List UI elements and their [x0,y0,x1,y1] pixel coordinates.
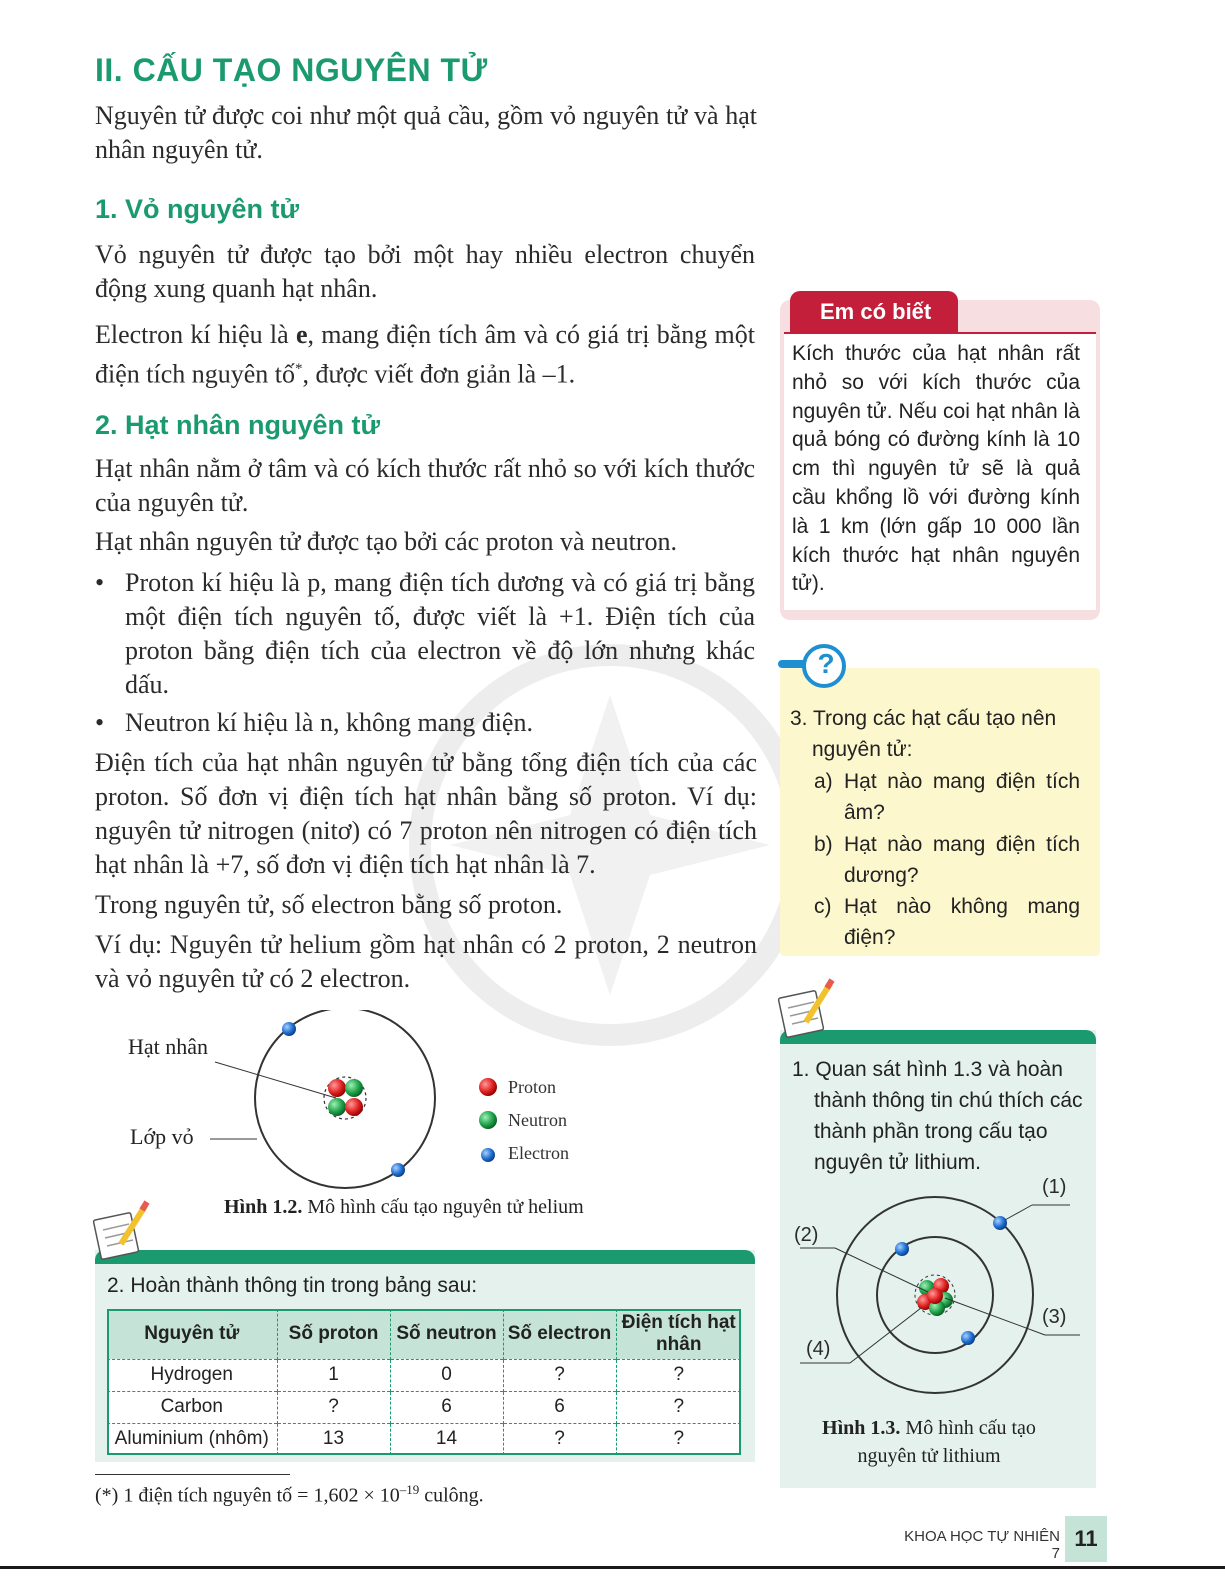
activity-2-title: 2. Hoàn thành thông tin trong bảng sau: [107,1274,478,1297]
figure-1-2-caption: Hình 1.2. Mô hình cấu tạo nguyên tử helium [224,1196,584,1218]
legend-electron-icon [481,1148,495,1162]
table-cell: ? [503,1359,616,1391]
intro-paragraph: Nguyên tử được coi như một quả cầu, gồm vỏ nguyên tử và hạt nhân nguyên tử. [95,101,757,164]
legend-proton-icon [479,1078,497,1096]
question-stem: 3. Trong các hạt cấu tạo nên nguyên tử: [790,707,1057,761]
neutron-particle [345,1079,363,1097]
section-title: II. CẤU TẠO NGUYÊN TỬ [95,52,488,88]
label-1-pointer [1005,1205,1032,1220]
bottom-rule [0,1566,1225,1569]
proton-particle [328,1079,346,1097]
nucleus-paragraph-4: Trong nguyên tử, số electron bằng số proton. [95,890,563,919]
nucleus-pointer [215,1062,336,1098]
electron-particle [895,1242,909,1256]
legend-neutron: Neutron [508,1110,567,1130]
table-cell: 6 [503,1391,616,1423]
electron-particle [391,1163,405,1177]
proton-particle [345,1098,363,1116]
footnote-rule [95,1474,290,1475]
header-proton: Số proton [277,1309,390,1359]
table-border [107,1309,741,1455]
did-you-know-text: Kích thước của hạt nhân rất nhỏ so với kích thước của nguyên tử. Nếu coi hạt nhân là quả bóng có đường kính là 10 cm thì nguyên tử sẽ là quả cầu khổng lồ với đường kính là 1 km (lớn gấp 10 000 lần kích thước hạt nhân nguyên tử). [792,342,1080,596]
shell-paragraph-1: Vỏ nguyên tử được tạo bởi một hay nhiều electron chuyển động xung quanh hạt nhân. [95,240,755,303]
table-cell: 6 [390,1391,503,1423]
label-shell: Lớp vỏ [130,1124,194,1149]
legend-neutron-icon [479,1111,497,1129]
nucleus-charge-paragraph: Điện tích của hạt nhân nguyên tử bằng tổng điện tích của các proton. Số đơn vị điện tích hạt nhân bằng số proton. Ví dụ: nguyên tử nitrogen (nitơ) có 7 proton nên nitrogen có điện tích hạt nhân là +7, số đơn vị điện tích hạt nhân là 7. [95,748,757,879]
table-cell: ? [616,1359,741,1391]
header-nuclear-charge: Điện tích hạt nhân [616,1309,741,1359]
table-cell: 13 [277,1423,390,1455]
question-b: Hạt nào mang điện tích dương? [844,833,1080,887]
neutron-bullet: Neutron kí hiệu là n, không mang điện. [125,708,533,737]
electron-particle [282,1022,296,1036]
nucleus-paragraph-2: Hạt nhân nguyên tử được tạo bởi các proton và neutron. [95,527,678,556]
table-cell: 0 [390,1359,503,1391]
neutron-particle [328,1098,346,1116]
lithium-label-1: (1) [1042,1176,1067,1198]
lithium-diagram [795,1180,1085,1400]
activity-1-text: 1. Quan sát hình 1.3 và hoàn thành thông tin chú thích các thành phần trong cấu tạo nguyên tử lithium. [792,1058,1083,1174]
header-atom: Nguyên tử [107,1309,277,1359]
table-cell: ? [503,1423,616,1455]
header-electron: Số electron [503,1309,616,1359]
question-a-label: a) [814,770,833,793]
shell-paragraph-2: Electron kí hiệu là e, mang điện tích âm và có giá trị bằng một điện tích nguyên tố*, được viết đơn giản là –1. [95,320,755,389]
nucleus-heading: 2. Hạt nhân nguyên tử [95,410,381,440]
bullet-dot: • [95,568,105,597]
table-cell: ? [277,1391,390,1423]
notepad-pencil-icon [91,1200,153,1262]
did-you-know-title: Em có biết [790,291,958,333]
bullet-dot: • [95,708,105,737]
question-c: Hạt nào không mang điện? [844,895,1080,949]
proton-particle [927,1288,943,1304]
electron-particle [961,1331,975,1345]
question-c-label: c) [814,895,832,918]
table-cell: 14 [390,1423,503,1455]
table-cell: ? [616,1391,741,1423]
question-mark: ? [817,648,835,679]
notepad-pencil-icon [776,978,838,1040]
header-neutron: Số neutron [390,1309,503,1359]
lithium-label-3: (3) [1042,1306,1067,1328]
proton-bullet: Proton kí hiệu là p, mang điện tích dương và có giá trị bằng một điện tích nguyên tố, được viết là +1. Điện tích của proton bằng điện tích của electron về độ lớn nhưng khác dấu. [125,568,755,699]
table-cell: ? [616,1423,741,1455]
shell-heading: 1. Vỏ nguyên tử [95,194,300,224]
legend-electron: Electron [508,1143,569,1163]
activity-2-bar [95,1250,755,1264]
label-nucleus: Hạt nhân [128,1034,209,1059]
table-cell: 1 [277,1359,390,1391]
electron-particle [993,1216,1007,1230]
question-b-label: b) [814,833,833,856]
helium-example: Ví dụ: Nguyên tử helium gồm hạt nhân có 2 proton, 2 neutron và vỏ nguyên tử có 2 electron. [95,930,757,993]
footnote: (*) 1 điện tích nguyên tố = $1,602 \times 10^{-19}$ culông. [95,1482,484,1507]
lithium-label-4: (4) [806,1338,831,1360]
table-cell: Hydrogen [107,1359,277,1391]
electron-shell [255,1010,435,1188]
page-number: 11 [1065,1516,1107,1562]
lithium-label-2: (2) [794,1224,819,1246]
table-cell: Aluminium (nhôm) [107,1423,277,1455]
question-a: Hạt nào mang điện tích âm? [844,770,1080,824]
table-cell: Carbon [107,1391,277,1423]
book-title: KHOA HỌC TỰ NHIÊN 7 [904,1528,1060,1562]
nucleus-paragraph-1: Hạt nhân nằm ở tâm và có kích thước rất nhỏ so với kích thước của nguyên tử. [95,454,755,517]
figure-1-3-caption: Hình 1.3. Mô hình cấu tạo nguyên tử lithium [822,1417,1036,1467]
legend-proton: Proton [508,1077,557,1097]
